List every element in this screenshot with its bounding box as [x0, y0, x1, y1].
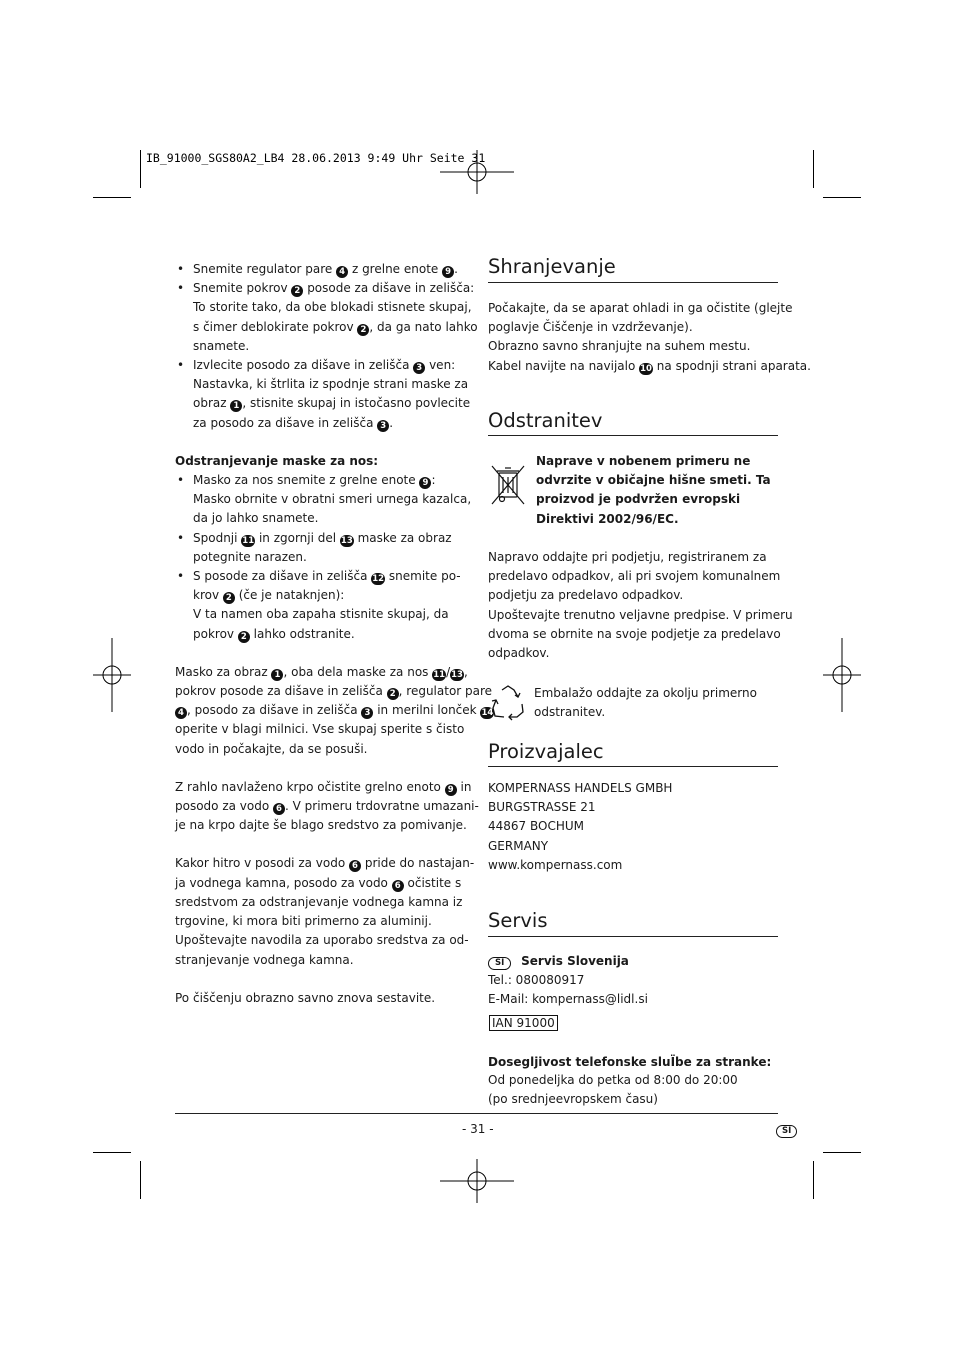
language-badge: SI — [776, 1125, 797, 1138]
list-item: • Snemite regulator pare 4 z grelne enote 9 . — [175, 260, 465, 279]
part-number-icon: 10 — [640, 363, 652, 374]
text-line: vodo in počakajte, da se posuši. — [175, 741, 368, 756]
part-number-icon: 2 — [387, 688, 399, 700]
text-line: poglavje Čiščenje in vzdrževanje). — [488, 320, 693, 335]
text-line: operite v blagi milnici. Vse skupaj sperite s čisto — [175, 722, 465, 737]
service-title-line — [488, 952, 629, 971]
list-item: • S posode za dišave in zelišča 12 snemite po- — [175, 567, 465, 586]
list-item-continuation: obraz 1 , stisnite skupaj in istočasno povlecite — [193, 396, 471, 412]
part-number-icon: 3 — [361, 707, 373, 719]
disposal-rule — [488, 435, 778, 436]
text-line: 4 , posodo za dišave in zelišča 3 in merilni lonček 14 — [175, 701, 465, 720]
recycling-icon — [489, 684, 527, 722]
crossed-out-wheelie-bin-icon — [490, 462, 528, 506]
text-line: Upoštevajte navodila za uporabo sredstva za od- — [175, 933, 469, 948]
list-item-continuation: Nastavka, ki štrlita iz spodnje strani maske za — [193, 377, 469, 392]
ian-number: IAN 91000 — [489, 1015, 558, 1031]
text-line: BURGSTRASSE 21 — [488, 800, 596, 815]
storage-rule — [488, 282, 778, 283]
list-item-continuation: krov 2 (če je nataknjen): — [193, 588, 345, 604]
storage-text — [488, 299, 811, 376]
text-line: sredstvom za odstranjevanje vodnega kamna iz — [175, 894, 463, 909]
heater-cleaning-paragraph — [175, 778, 479, 836]
reassemble-paragraph: Po čiščenju obrazno savno znova sestavite. — [175, 990, 436, 1005]
part-number-icon: 11 — [433, 669, 446, 680]
service-name: Servis Slovenija — [521, 954, 629, 968]
print-header: IB_91000_SGS80A2_LB4 28.06.2013 9:49 Uhr Seite 31 — [146, 151, 486, 165]
text-line: GERMANY — [488, 838, 549, 853]
text-line: KOMPERNASS HANDELS GMBH — [488, 781, 673, 795]
manufacturer-heading: Proizvajalec — [488, 740, 604, 763]
text-line: odstranitev. — [534, 705, 606, 720]
list-item: • Snemite pokrov 2 posode za dišave in zelišča: — [175, 279, 465, 298]
list-item-continuation: za posodo za dišave in zelišča 3 . — [193, 415, 394, 431]
list-item-continuation: da jo lahko snamete. — [193, 511, 319, 526]
part-number-icon: 9 — [419, 477, 431, 489]
text-line: Direktivi 2002/96/EC. — [536, 511, 679, 526]
part-number-icon: 14 — [481, 708, 494, 719]
text-line: www.kompernass.com — [488, 857, 623, 872]
part-number-icon: 13 — [451, 669, 463, 680]
disposal-heading: Odstranitev — [488, 409, 603, 432]
part-number-icon: 6 — [273, 803, 285, 815]
service-hours — [488, 1071, 738, 1109]
service-rule — [488, 936, 778, 937]
text-line: Napravo oddajte pri podjetju, registriranem za — [488, 550, 767, 564]
list-item: • Spodnji 11 in zgornji del 13 maske za obraz — [175, 529, 465, 548]
washing-paragraph — [175, 663, 494, 759]
text-line: trgovine, ki mora biti primerno za aluminij. — [175, 914, 432, 929]
part-number-icon: 2 — [357, 324, 369, 336]
text-line: proizvod je podvržen evropski — [536, 492, 741, 507]
text-line: Embalažo oddajte za okolju primerno — [534, 686, 757, 700]
text-line: (po srednjeevropskem času) — [488, 1092, 658, 1107]
text-line: je na krpo dajte še blago sredstvo za pomivanje. — [175, 818, 467, 833]
part-number-icon: 3 — [377, 420, 389, 432]
part-number-icon: 6 — [349, 860, 361, 872]
text-line: Kabel navijte na navijalo 10 na spodnji strani aparata. — [488, 358, 811, 374]
text-line: Upoštevajte trenutno veljavne predpise. V primeru — [488, 607, 793, 622]
service-phone: Tel.: 080080917 — [488, 973, 585, 987]
part-number-icon: 1 — [271, 669, 283, 681]
text-line: predelavo odpadkov, ali pri svojem komunalnem — [488, 569, 781, 584]
list-item-continuation: snamete. — [193, 338, 250, 353]
storage-heading: Shranjevanje — [488, 255, 616, 278]
list-item-continuation: To storite tako, da obe blokadi stisnete skupaj, — [193, 300, 472, 315]
part-number-icon: 9 — [442, 266, 454, 278]
text-line: Počakajte, da se aparat ohladi in ga očistite (glejte — [488, 301, 793, 315]
part-number-icon: 6 — [392, 880, 404, 892]
list-item-continuation: V ta namen oba zapaha stisnite skupaj, da — [193, 607, 449, 622]
unmount-steps-list — [175, 260, 478, 433]
text-line: stranjevanje vodnega kamna. — [175, 952, 354, 967]
text-line: Kakor hitro v posodi za vodo 6 pride do nastajan- — [175, 856, 475, 872]
part-number-icon: 4 — [336, 266, 348, 278]
list-item-continuation: pokrov 2 lahko odstranite. — [193, 626, 355, 642]
text-line: odpadkov. — [488, 646, 550, 661]
text-line: 44867 BOCHUM — [488, 819, 584, 834]
packaging-text — [534, 684, 757, 722]
list-item: • Izvlecite posodo za dišave in zelišča 3 ven: — [175, 356, 465, 375]
service-heading: Servis — [488, 909, 548, 932]
text-line: Obrazno savno shranjujte na suhem mestu. — [488, 339, 751, 354]
list-item-continuation: Masko obrnite v obratni smeri urnega kazalca, — [193, 492, 472, 507]
hours-heading: Dosegljivost telefonske sluÏbe za stranke: — [488, 1055, 772, 1069]
manufacturer-address — [488, 779, 672, 875]
part-number-icon: 11 — [242, 535, 255, 546]
part-number-icon: 4 — [175, 707, 187, 719]
text-line: dvoma se obrnite na svoje podjetje za predelavo — [488, 626, 781, 641]
text-line: odvrzite v običajne hišne smeti. Ta — [536, 473, 771, 488]
text-line: Naprave v nobenem primeru ne — [536, 454, 751, 468]
text-line: Masko za obraz 1 , oba dela maske za nos 11/13, — [175, 664, 468, 680]
nose-mask-heading: Odstranjevanje maske za nos: — [175, 453, 379, 468]
text-line: ja vodnega kamna, posodo za vodo 6 očistite s — [175, 875, 462, 891]
text-line: Z rahlo navlaženo krpo očistite grelno enoto 9 in — [175, 779, 472, 795]
left-column — [175, 260, 494, 1008]
list-item-continuation: s čimer deblokirate pokrov 2 , da ga nato lahko — [193, 319, 478, 335]
part-number-icon: 1 — [230, 400, 242, 412]
part-number-icon: 2 — [238, 631, 250, 643]
descaling-paragraph — [175, 854, 475, 969]
list-item-continuation: potegnite narazen. — [193, 549, 307, 564]
part-number-icon: 12 — [372, 574, 385, 585]
page-number: - 31 - — [462, 1122, 494, 1136]
country-badge: SI — [488, 957, 511, 970]
disposal-body — [488, 548, 793, 663]
part-number-icon: 9 — [445, 784, 457, 796]
text-line: posodo za vodo 6 . V primeru trdovratne umazani- — [175, 799, 479, 815]
disposal-warning — [536, 452, 771, 529]
part-number-icon: 2 — [223, 592, 235, 604]
footer-rule — [175, 1113, 778, 1114]
part-number-icon: 2 — [291, 285, 303, 297]
list-item: • Masko za nos snemite z grelne enote 9 : — [175, 471, 465, 490]
nose-mask-steps-list — [175, 471, 472, 644]
text-line: podjetju za predelavo odpadkov. — [488, 588, 684, 603]
text-line: Od ponedeljka do petka od 8:00 do 20:00 — [488, 1073, 738, 1087]
part-number-icon: 3 — [413, 362, 425, 374]
manufacturer-rule — [488, 766, 778, 767]
service-email: E-Mail: kompernass@lidl.si — [488, 992, 648, 1006]
part-number-icon: 13 — [340, 535, 353, 546]
text-line: pokrov posode za dišave in zelišča 2 , regulator pare — [175, 684, 493, 700]
